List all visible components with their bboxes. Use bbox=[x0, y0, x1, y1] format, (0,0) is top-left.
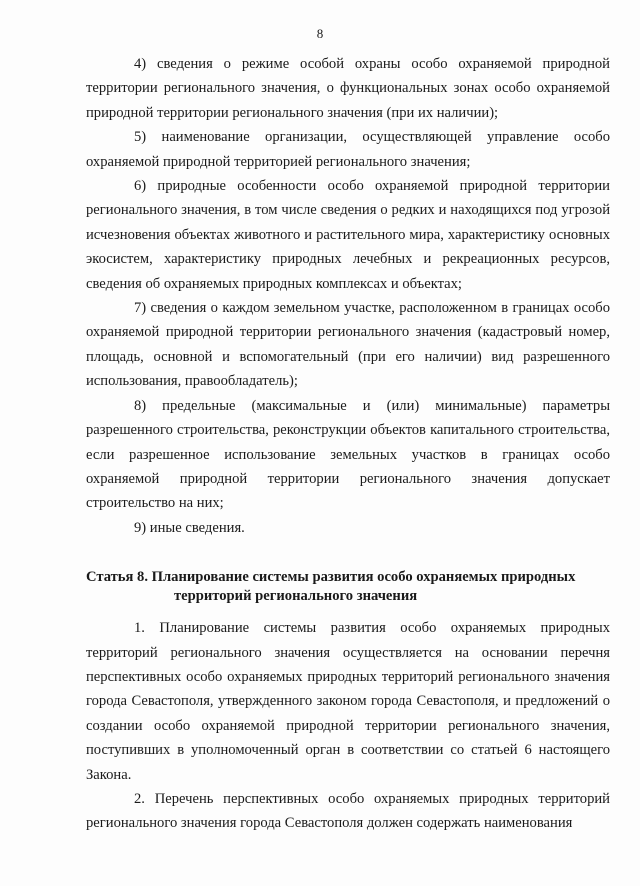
article-paragraph-2: 2. Перечень перспективных особо охраняемых природных территорий регионального значения города Севастополя должен содержать наименования bbox=[86, 790, 610, 832]
list-item-6: 6) природные особенности особо охраняемой природной территории регионального значения, в том числе сведения о редких и находящихся под угрозой исчезновения объектах животного и растительного мира, характеристику основных экосистем, характеристику природных лечебных и рекреационных ресурсов, сведения об охраняемых природных комплексах и объектах; bbox=[86, 178, 610, 292]
list-item-4: 4) сведения о режиме особой охраны особо охраняемой природной территории регионального значения, о функциональных зонах особо охраняемой природной территории регионального значения (при их наличии); bbox=[86, 56, 610, 121]
article-heading: Статья 8. Планирование системы развития особо охраняемых природных территорий регионального значения bbox=[86, 569, 576, 605]
article-body bbox=[86, 616, 610, 836]
list-item-8: 8) предельные (максимальные и (или) минимальные) параметры разрешенного строительства, реконструкции объектов капитального строительства, если разрешенное использование земельных участков в границах особо охраняемой природной территории регионального значения допускает строительство на них; bbox=[86, 397, 610, 512]
article-paragraph-1: 1. Планирование системы развития особо охраняемых природных территорий регионального значения осуществляется на основании перечня перспективных особо охраняемых природных территорий регионального значения города Севастополя, утвержденного законом города Севастополя, и предложений о создании особо охраняемой природной территории регионального значения, поступивших в уполномоченный орган в соответствии со статьей 6 настоящего Закона. bbox=[86, 620, 610, 783]
list-item-7: 7) сведения о каждом земельном участке, расположенном в границах особо охраняемой природной территории регионального значения (кадастровый номер, площадь, основной и вспомогательный (при его наличии) вид разрешенного использования, правообладатель); bbox=[86, 300, 610, 390]
list-item-5: 5) наименование организации, осуществляющей управление особо охраняемой природной территорией регионального значения; bbox=[86, 129, 610, 170]
list-item-9: 9) иные сведения. bbox=[134, 519, 245, 536]
page-number: 8 bbox=[316, 26, 324, 41]
document-body bbox=[86, 52, 610, 836]
